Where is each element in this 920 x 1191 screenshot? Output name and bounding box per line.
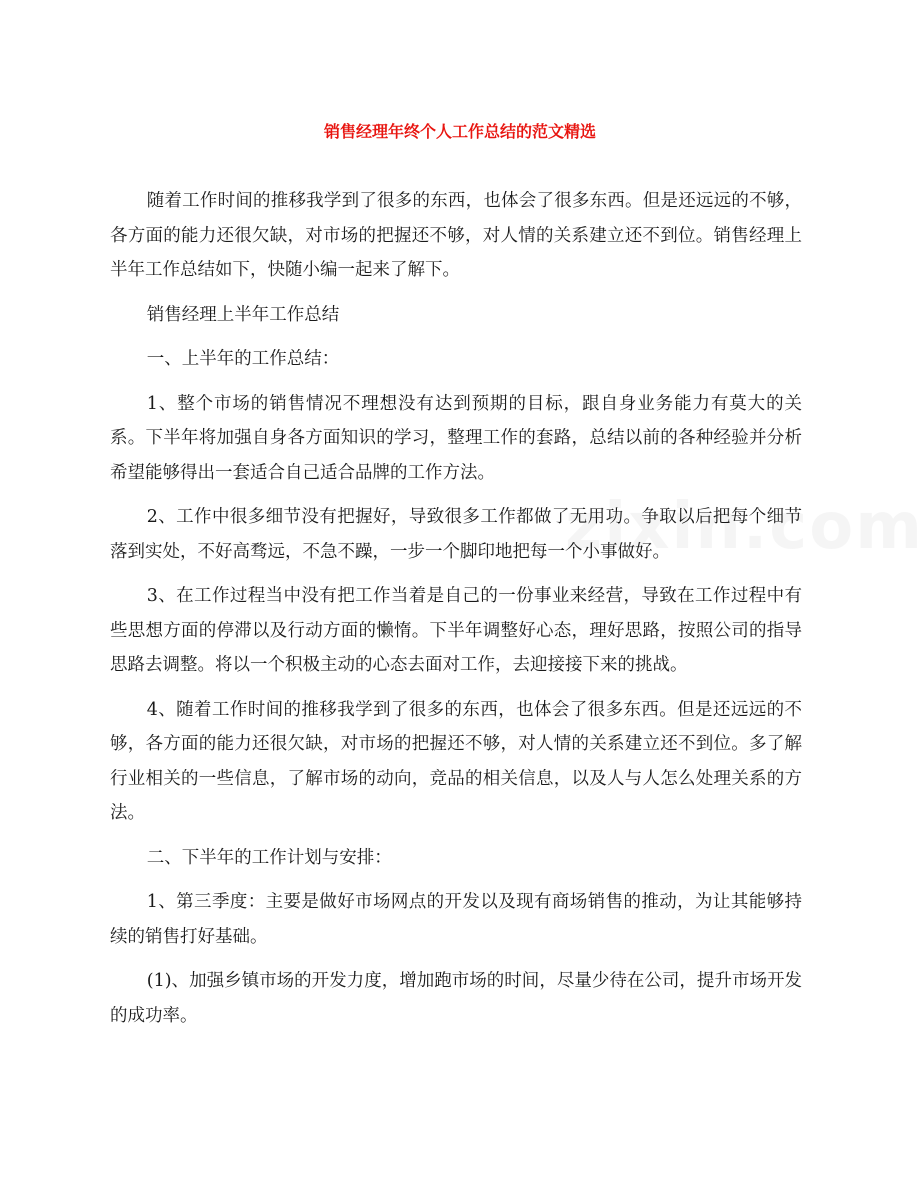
paragraph-intro: 随着工作时间的推移我学到了很多的东西，也体会了很多东西。但是还远远的不够，各方面的能力还很欠缺，对市场的把握还不够，对人情的关系建立还不到位。销售经理上半年工作总结如下，快随小编一起来了解下。: [110, 191, 802, 280]
watermark-logo: [565, 490, 920, 564]
paragraph-plan-1: 1、第三季度：主要是做好市场网点的开发以及现有商场销售的推动，为让其能够持续的销售打好基础。: [110, 892, 802, 947]
document-title: 销售经理年终个人工作总结的范文精选: [323, 122, 596, 141]
paragraph-plan-1-sub-1: (1)、加强乡镇市场的开发力度，增加跑市场的时间，尽量少待在公司，提升市场开发的成功率。: [110, 971, 802, 1026]
paragraph-item-2: 2、工作中很多细节没有把握好，导致很多工作都做了无用功。争取以后把每个细节落到实处，不好高骛远，不急不躁，一步一个脚印地把每一个小事做好。: [110, 507, 802, 562]
paragraph-item-1: 1、整个市场的销售情况不理想没有达到预期的目标，跟自身业务能力有莫大的关系。下半年将加强自身各方面知识的学习，整理工作的套路，总结以前的各种经验并分析希望能够得出一套适合自己适合品牌的工作方法。: [110, 393, 802, 483]
paragraph-item-3: 3、在工作过程当中没有把工作当着是自己的一份事业来经营，导致在工作过程中有些思想方面的停滞以及行动方面的懒惰。下半年调整好心态，理好思路，按照公司的指导思路去调整。将以一个积极主动的心态去面对工作，去迎接接下来的挑战。: [110, 586, 802, 675]
section-heading-second-half: 二、下半年的工作计划与安排：: [146, 847, 392, 868]
document-body: [110, 184, 802, 1043]
section-heading-first-half: 一、上半年的工作总结：: [146, 349, 340, 369]
section-heading-summary: 销售经理上半年工作总结: [146, 304, 340, 325]
paragraph-item-4: 4、随着工作时间的推移我学到了很多的东西，也体会了很多东西。但是还远远的不够，各方面的能力还很欠缺，对市场的把握还不够，对人情的关系建立还不到位。多了解行业相关的一些信息，了解市场的动向，竞品的相关信息，以及人与人怎么处理关系的方法。: [110, 699, 802, 823]
